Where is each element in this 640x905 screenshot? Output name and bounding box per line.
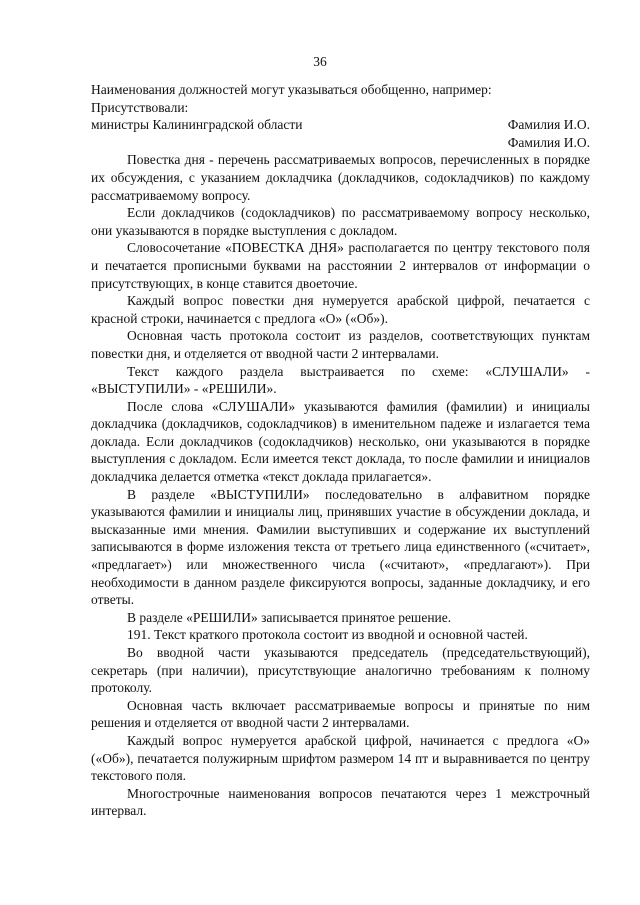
paragraph-191: 191. Текст краткого протокола состоит из вводной и основной частей. [127,627,528,643]
paragraph-question-numbering: Каждый вопрос нумеруется арабской цифрой, начинается с предлога «О» («Об»), печатается полужирным шрифтом размером 14 пт и выравнивается по центру текстового поля. [91,732,590,784]
paragraph-main-part: Основная часть протокола состоит из разделов, соответствующих пунктам повестки дня, и отделяется от вводной части 2 интервалами. [91,328,590,361]
paragraph-listened: После слова «СЛУШАЛИ» указываются фамилия (фамилии) и инициалы докладчика (докладчиков, содокладчиков) в именительном падеже и излагается тема доклада. Если докладчиков (содокладчиков) несколько, они указываются в порядке выступления с докладом. Если имеется текст доклада, то после фамилии и инициалов докладчика делается отметка «текст доклада прилагается». [91,398,590,485]
attendee-name-1: Фамилия И.О. [507,117,590,133]
intro-line: Наименования должностей могут указываться обобщенно, например: [91,82,492,97]
document-body [91,81,590,820]
ministers-label: министры Калининградской области [91,117,303,133]
attendees-row [91,116,590,134]
paragraph-agenda-numbering: Каждый вопрос повестки дня нумеруется арабской цифрой, печатается с красной строки, начинается с предлога «О» («Об»). [91,293,590,326]
paragraph-agenda-definition: Повестка дня - перечень рассматриваемых вопросов, перечисленных в порядке их обсуждения, с указанием докладчика (докладчиков, содокладчиков) по каждому рассматриваемому вопросу. [91,152,590,203]
attendee-name-2: Фамилия И.О. [507,134,590,150]
paragraph-speakers-order: Если докладчиков (содокладчиков) по рассматриваемому вопросу несколько, они указываются в порядке выступления с докладом. [91,205,590,238]
paragraph-agenda-heading: Словосочетание «ПОВЕСТКА ДНЯ» располагается по центру текстового поля и печатается прописными буквами на расстоянии 2 интервалов от информации о присутствующих, в конце ставится двоеточие. [91,240,590,291]
paragraph-multiline-titles: Многострочные наименования вопросов печатаются через 1 межстрочный интервал. [91,785,590,819]
paragraph-decided: В разделе «РЕШИЛИ» записывается принятое решение. [127,609,452,625]
paragraph-section-scheme: Текст каждого раздела выстраивается по схеме: «СЛУШАЛИ» - «ВЫСТУПИЛИ» - «РЕШИЛИ». [91,363,590,397]
paragraph-main-part-short: Основная часть включает рассматриваемые вопросы и принятые по ним решения и отделяется от вводной части 2 интервалами. [91,697,590,731]
present-label: Присутствовали: [91,99,189,115]
page-number: 36 [313,54,327,69]
paragraph-intro-part: Во вводной части указываются председатель (председательствующий), секретарь (при наличии), присутствующие аналогично требованиям к полному протоколу. [91,645,590,696]
paragraph-spoke: В разделе «ВЫСТУПИЛИ» последовательно в алфавитном порядке указываются фамилии и инициалы лиц, принявших участие в обсуждении доклада, и высказанные ими мнения. Фамилии выступивших и содержание их выступлений записываются в форме изложения текста от третьего лица единственного («считает», «предлагает») или множественного числа («считают», «предлагают»). При необходимости в данном разделе фиксируются вопросы, заданные докладчику, и его ответы. [91,486,590,608]
